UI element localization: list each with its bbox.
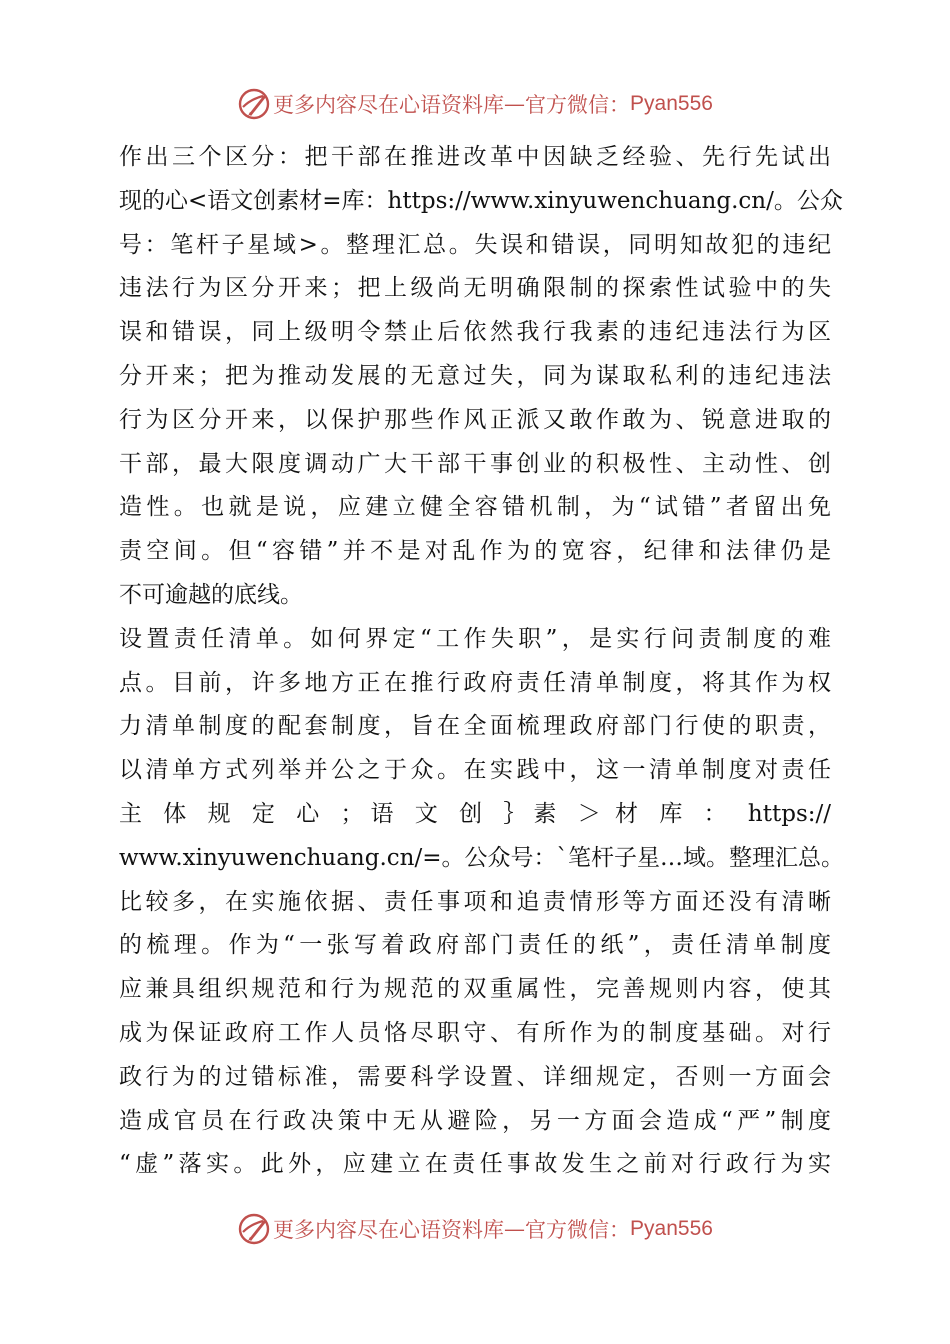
text-line: 力清单制度的配套制度，旨在全面梳理政府部门行使的职责， (119, 713, 831, 740)
header-official-label: 官方微信： (525, 93, 631, 117)
text-line: 政行为的过错标准，需要科学设置、详细规定，否则一方面会 (119, 1063, 831, 1090)
text-line: 造成官员在行政决策中无从避险，另一方面会造成“严”制度 (119, 1107, 831, 1134)
header-site-name: 更多内容尽在心语资料库 (273, 93, 505, 117)
footer-wechat-handle: Pyan556 (630, 1217, 713, 1240)
text-line: 违法行为区分开来；把上级尚无明确限制的探索性试验中的失 (119, 275, 831, 302)
text-line: 现的心<语文创素材=库：https://www.xinyuwenchuang.cn/。公众 (119, 187, 843, 214)
text-line: 分开来；把为推动发展的无意过失，同为谋取私利的违纪违法 (119, 362, 831, 389)
text-line: 应兼具组织规范和行为规范的双重属性，完善规则内容，使其 (119, 976, 831, 1003)
header-banner (0, 84, 950, 124)
text-line: 误和错误，同上级明令禁止后依然我行我素的违纪违法行为区 (119, 319, 831, 346)
pen-circle-logo-icon (237, 87, 271, 121)
text-line: www.xinyuwenchuang.cn/=。公众号：`笔杆子星…域。整理汇总。 (119, 844, 844, 871)
text-line: 干部，最大限度调动广大干部干事创业的积极性、主动性、创 (119, 450, 831, 477)
pen-circle-logo-icon (237, 1212, 271, 1246)
text-line: 点。目前，许多地方正在推行政府责任清单制度，将其作为权 (119, 669, 831, 696)
header-separator: — (504, 92, 526, 116)
footer-banner (0, 1209, 950, 1249)
document-body (119, 136, 844, 1187)
text-line: 设置责任清单。如何界定“工作失职”，是实行问责制度的难 (119, 625, 831, 652)
footer-site-name: 更多内容尽在心语资料库 (273, 1218, 505, 1242)
text-line: 行为区分开来，以保护那些作风正派又敢作敢为、锐意进取的 (119, 406, 831, 433)
text-line: 比较多，在实施依据、责任事项和追责情形等方面还没有清晰 (119, 888, 831, 915)
text-line: “虚”落实。此外，应建立在责任事故发生之前对行政行为实 (119, 1151, 831, 1178)
text-line: 造性。也就是说，应建立健全容错机制，为“试错”者留出免 (119, 494, 831, 521)
text-line: 作出三个区分：把干部在推进改革中因缺乏经验、先行先试出 (119, 144, 831, 170)
text-line: 成为保证政府工作人员恪尽职守、有所作为的制度基础。对行 (119, 1019, 831, 1046)
text-line: 责空间。但“容错”并不是对乱作为的宽容，纪律和法律仍是 (119, 538, 831, 565)
header-wechat-handle: Pyan556 (630, 92, 713, 115)
footer-separator: — (504, 1217, 526, 1241)
text-line: 号：笔杆子星域>。整理汇总。失误和错误，同明知故犯的违纪 (119, 231, 831, 258)
text-line: 主 体 规 定 心 ；语 文 创 ｝素 ＞ 材 库 ： https:// (119, 800, 831, 827)
text-line: 不可逾越的底线。 (119, 581, 303, 608)
text-line: 的梳理。作为“一张写着政府部门责任的纸”，责任清单制度 (119, 932, 831, 959)
footer-official-label: 官方微信： (525, 1218, 631, 1242)
text-line: 以清单方式列举并公之于众。在实践中，这一清单制度对责任 (119, 757, 831, 784)
